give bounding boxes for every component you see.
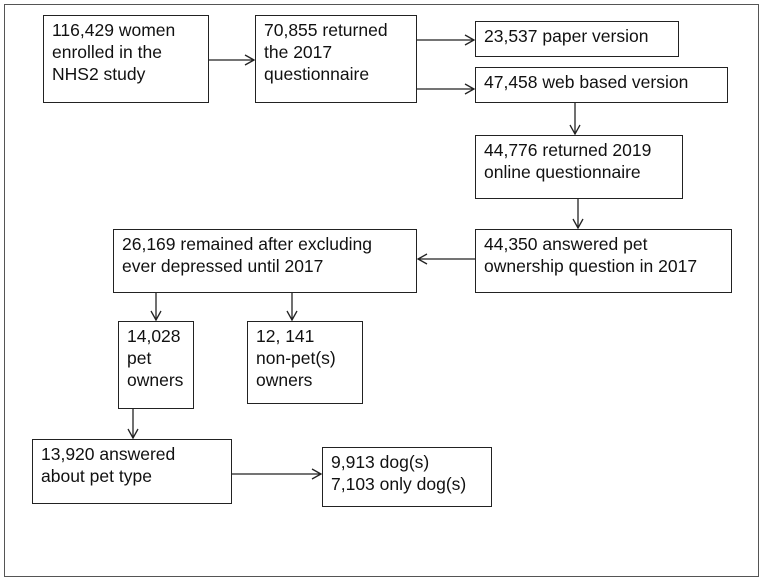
box-line: pet xyxy=(127,348,152,368)
box-line: ownership question in 2017 xyxy=(484,256,698,276)
box-line: 12, 141 xyxy=(256,326,315,346)
box-line: online questionnaire xyxy=(484,162,641,182)
box-line: questionnaire xyxy=(264,64,370,84)
box-line: 14,028 xyxy=(127,326,181,346)
box-line: 23,537 paper version xyxy=(484,26,649,46)
box-line: 13,920 answered xyxy=(41,444,176,464)
box-line: 70,855 returned xyxy=(264,20,388,40)
box-line: 9,913 dog(s) xyxy=(331,452,430,472)
box-line: 7,103 only dog(s) xyxy=(331,474,467,494)
box-line: 44,350 answered pet xyxy=(484,234,648,254)
box-line: about pet type xyxy=(41,466,152,486)
box-line: the 2017 xyxy=(264,42,333,62)
box-line: non-pet(s) xyxy=(256,348,336,368)
box-line: 116,429 women xyxy=(52,20,176,40)
box-line: ever depressed until 2017 xyxy=(122,256,324,276)
box-line: owners xyxy=(127,370,184,390)
box-line: enrolled in the xyxy=(52,42,162,62)
box-line: 47,458 web based version xyxy=(484,72,689,92)
box-line: 44,776 returned 2019 xyxy=(484,140,652,160)
box-line: NHS2 study xyxy=(52,64,146,84)
box-line: 26,169 remained after excluding xyxy=(122,234,373,254)
box-line: owners xyxy=(256,370,313,390)
